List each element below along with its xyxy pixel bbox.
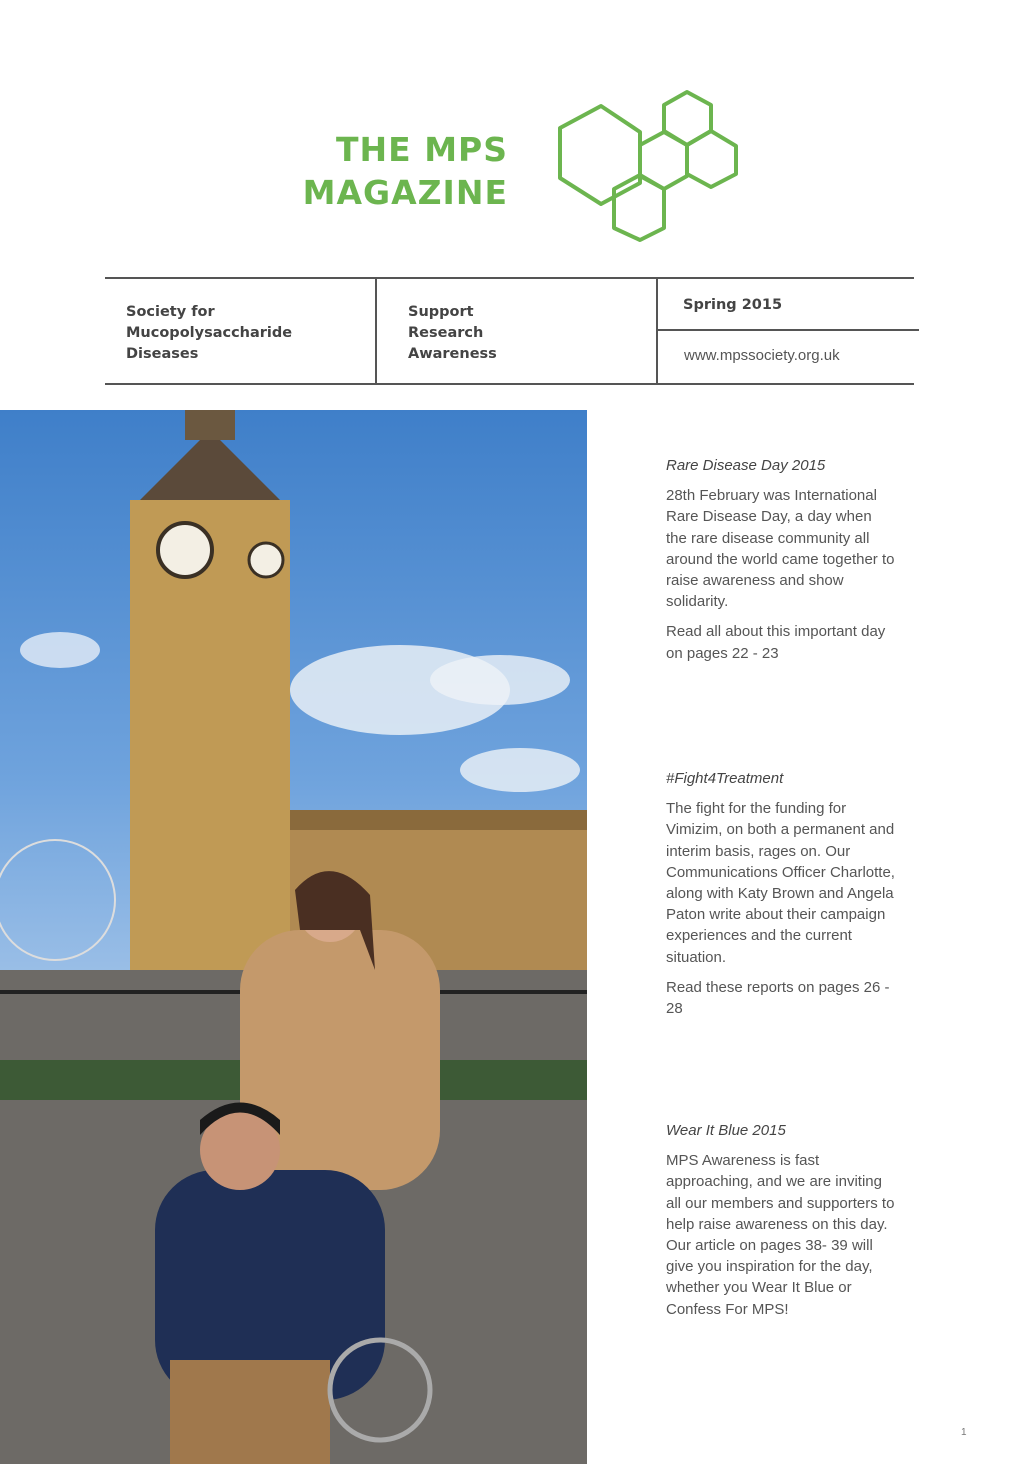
article-body: The fight for the funding for Vimizim, on both a permanent and interim basis, rages on. Our Communications Officer Charlotte, along with Katy Brown and Angela Paton write about their campaign experiences and the current situation. xyxy=(666,800,895,966)
text-line: Research xyxy=(408,325,484,341)
text-line: Society for xyxy=(126,304,215,320)
text-line: Support xyxy=(408,304,474,320)
article-heading: Wear It Blue 2015 xyxy=(666,1122,786,1139)
title-line-2: MAGAZINE xyxy=(302,173,508,212)
hexagon-cluster-icon xyxy=(556,88,746,248)
cover-photo-illustration xyxy=(0,410,587,1464)
text-line: Mucopolysaccharide xyxy=(126,325,293,341)
divider xyxy=(656,277,658,385)
divider xyxy=(375,277,377,385)
title-line-1: THE MPS xyxy=(336,130,508,169)
divider xyxy=(105,383,914,385)
article-rare-disease-day xyxy=(666,455,896,673)
text-line: Awareness xyxy=(408,346,497,362)
article-body: MPS Awareness is fast approaching, and we are inviting all our members and supporters to help raise awareness on this day. Our article on pages 38- 39 will give you inspiration for the day, whether you Wear It Blue or Confess For MPS! xyxy=(666,1152,895,1318)
article-heading: #Fight4Treatment xyxy=(666,770,784,787)
website-link[interactable]: www.mpssociety.org.uk xyxy=(684,347,840,364)
article-fight4treatment xyxy=(666,768,896,1028)
article-page-ref: Read these reports on pages 26 - 28 xyxy=(666,978,890,1018)
divider xyxy=(657,329,919,331)
article-wear-it-blue xyxy=(666,1120,896,1329)
society-name xyxy=(126,302,292,365)
divider xyxy=(105,277,914,279)
page-number: 1 xyxy=(961,1427,967,1438)
article-body: 28th February was International Rare Disease Day, a day when the rare disease community all around the world came together to raise awareness and show solidarity. xyxy=(666,487,895,611)
mission-list xyxy=(408,302,497,365)
magazine-title xyxy=(303,128,508,214)
issue-label: Spring 2015 xyxy=(683,297,783,313)
text-line: Diseases xyxy=(126,346,199,362)
article-heading: Rare Disease Day 2015 xyxy=(666,457,826,474)
cover-photo xyxy=(0,410,587,1464)
article-page-ref: Read all about this important day on pages 22 - 23 xyxy=(666,623,886,662)
